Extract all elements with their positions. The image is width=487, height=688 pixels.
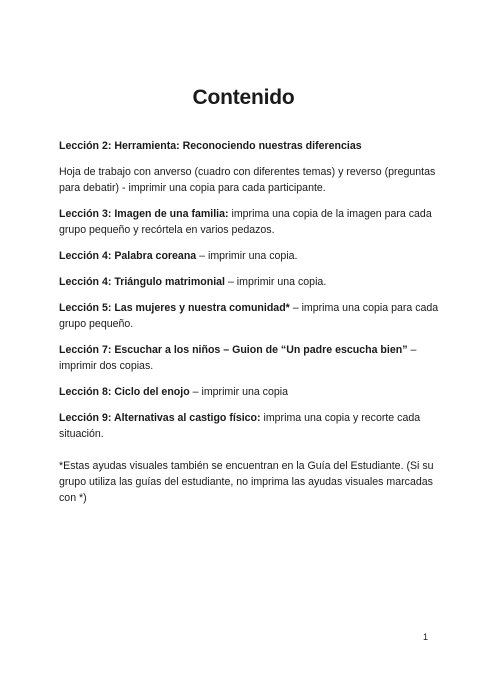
list-item bbox=[59, 410, 439, 442]
lesson-list bbox=[59, 138, 439, 452]
lesson-text: imprima una copia y recorte cada situación. bbox=[59, 412, 421, 440]
lesson-heading: Lección 9: Alternativas al castigo físico: bbox=[59, 412, 261, 424]
lesson-heading: Lección 4: Palabra coreana bbox=[59, 250, 197, 262]
lesson-text: – imprima una copia para cada grupo pequeño. bbox=[59, 302, 439, 330]
lesson-heading: Lección 7: Escuchar a los niños – Guion de “Un padre escucha bien” bbox=[59, 344, 408, 356]
list-item bbox=[59, 138, 439, 154]
page-number: 1 bbox=[423, 632, 429, 642]
lesson-text: – imprimir una copia. bbox=[225, 276, 327, 288]
list-item bbox=[59, 274, 439, 290]
list-item bbox=[59, 342, 439, 374]
lesson-heading: Lección 5: Las mujeres y nuestra comunidad* bbox=[59, 302, 290, 314]
page-title: Contenido bbox=[192, 86, 295, 109]
list-item bbox=[59, 248, 439, 264]
list-item bbox=[59, 300, 439, 332]
lesson-heading: Lección 4: Triángulo matrimonial bbox=[59, 276, 225, 288]
lesson-text: – imprimir una copia bbox=[189, 386, 289, 398]
lesson-text: – imprimir una copia. bbox=[196, 250, 298, 262]
lesson-heading: Lección 8: Ciclo del enojo bbox=[59, 386, 190, 398]
footnote: *Estas ayudas visuales también se encuentran en la Guía del Estudiante. (Si su grupo utiliza las guías del estudiante, no imprima las ayudas visuales marcadas con *) bbox=[59, 460, 434, 504]
list-item bbox=[59, 384, 439, 400]
lesson-text: – imprimir dos copias. bbox=[59, 344, 417, 372]
lesson-heading: Lección 2: Herramienta: Reconociendo nuestras diferencias bbox=[59, 140, 362, 152]
lesson-text: Hoja de trabajo con anverso (cuadro con diferentes temas) y reverso (preguntas para debatir) - imprimir una copia para cada participante. bbox=[59, 166, 436, 194]
list-item bbox=[59, 206, 439, 238]
list-item bbox=[59, 164, 439, 196]
lesson-text: imprima una copia de la imagen para cada grupo pequeño y recórtela en varios pedazos. bbox=[59, 208, 432, 236]
lesson-heading: Lección 3: Imagen de una familia: bbox=[59, 208, 229, 220]
